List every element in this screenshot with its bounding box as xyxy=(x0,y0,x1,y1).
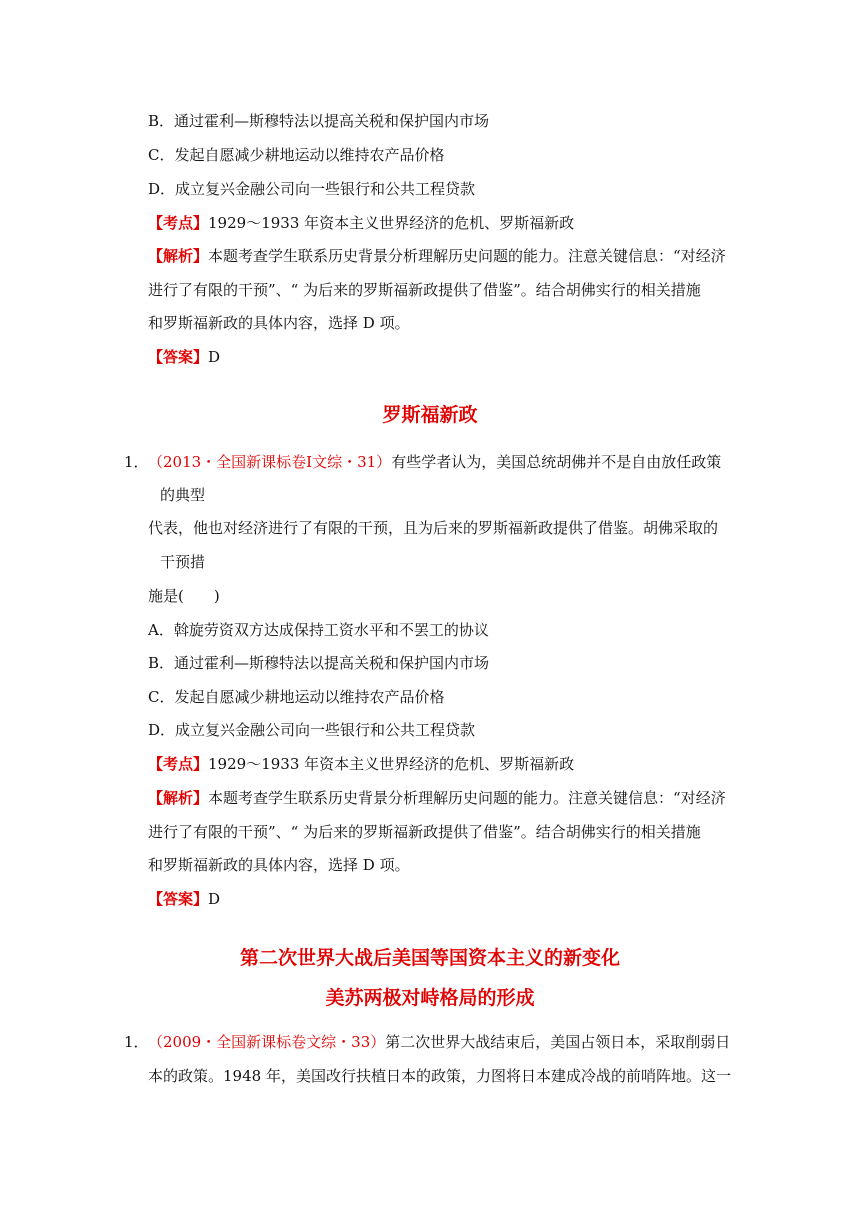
daan-line xyxy=(148,347,220,367)
daan-text: D xyxy=(208,890,221,908)
question-line-5: 施是( ) xyxy=(148,587,220,605)
kaodian-label: 【考点】 xyxy=(148,214,209,232)
section-heading-roosevelt: 罗斯福新政 xyxy=(382,404,478,426)
jiexi-label: 【解析】 xyxy=(148,789,209,807)
jiexi-line-2: 进行了有限的干预”、“ 为后来的罗斯福新政提供了借鉴”。结合胡佛实行的相关措施 xyxy=(148,281,701,299)
section-heading-coldwar: 美苏两极对峙格局的形成 xyxy=(325,987,535,1009)
option-c: C．发起自愿减少耕地运动以维持农产品价格 xyxy=(148,146,445,164)
jiexi-line-3: 和罗斯福新政的具体内容，选择 D 项。 xyxy=(148,314,410,332)
kaodian-text: 1929～1933 年资本主义世界经济的危机、罗斯福新政 xyxy=(208,755,575,773)
kaodian-line xyxy=(148,213,574,233)
question-line-3: 代表，他也对经济进行了有限的干预，且为后来的罗斯福新政提供了借鉴。胡佛采取的 xyxy=(148,519,719,537)
kaodian-label: 【考点】 xyxy=(148,755,209,773)
daan-label: 【答案】 xyxy=(148,348,209,366)
jiexi-line-2: 进行了有限的干预”、“ 为后来的罗斯福新政提供了借鉴”。结合胡佛实行的相关措施 xyxy=(148,823,701,841)
question-line-1 xyxy=(148,452,721,472)
option-d: D．成立复兴金融公司向一些银行和公共工程贷款 xyxy=(148,721,476,739)
jiexi-label: 【解析】 xyxy=(148,247,209,265)
daan-label: 【答案】 xyxy=(148,890,209,908)
jiexi-line-1 xyxy=(148,246,726,266)
question-number: 1． xyxy=(124,1033,149,1051)
jiexi-line-1 xyxy=(148,788,726,808)
jiexi-text-1: 本题考查学生联系历史背景分析理解历史问题的能力。注意关键信息：“对经济 xyxy=(208,789,726,807)
question-line-1 xyxy=(148,1032,730,1052)
daan-line xyxy=(148,889,220,909)
daan-text: D xyxy=(208,348,221,366)
question-source: （2009・全国新课标卷文综・33） xyxy=(148,1033,386,1051)
option-b: B．通过霍利—斯穆特法以提高关税和保护国内市场 xyxy=(148,654,490,672)
question-line-4: 干预措 xyxy=(160,553,206,571)
option-d: D．成立复兴金融公司向一些银行和公共工程贷款 xyxy=(148,180,476,198)
question-number: 1． xyxy=(124,453,149,471)
question-text-1: 有些学者认为，美国总统胡佛并不是自由放任政策 xyxy=(391,453,722,471)
kaodian-line xyxy=(148,754,574,774)
question-source: （2013・全国新课标卷Ⅰ文综・31） xyxy=(148,453,392,471)
jiexi-text-1: 本题考查学生联系历史背景分析理解历史问题的能力。注意关键信息：“对经济 xyxy=(208,247,726,265)
kaodian-text: 1929～1933 年资本主义世界经济的危机、罗斯福新政 xyxy=(208,214,575,232)
option-a: A．斡旋劳资双方达成保持工资水平和不罢工的协议 xyxy=(148,621,489,639)
option-c: C．发起自愿减少耕地运动以维持农产品价格 xyxy=(148,688,445,706)
question-line-2: 的典型 xyxy=(160,486,206,504)
option-b: B．通过霍利—斯穆特法以提高关税和保护国内市场 xyxy=(148,112,490,130)
question-line-2: 本的政策。1948 年，美国改行扶植日本的政策，力图将日本建成冷战的前哨阵地。这一 xyxy=(148,1067,731,1085)
section-heading-postwar: 第二次世界大战后美国等国资本主义的新变化 xyxy=(239,947,620,969)
jiexi-line-3: 和罗斯福新政的具体内容，选择 D 项。 xyxy=(148,856,410,874)
question-text-1: 第二次世界大战结束后，美国占领日本，采取削弱日 xyxy=(385,1033,731,1051)
